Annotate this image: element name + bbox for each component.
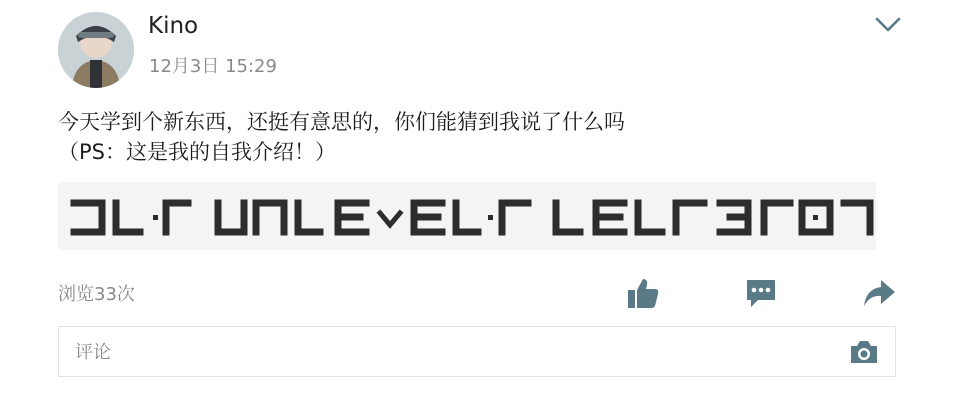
cipher-image: [58, 182, 876, 250]
view-count: 浏览33次: [58, 284, 135, 305]
thumbs-up-icon[interactable]: [626, 276, 660, 310]
post-timestamp: 12月3日 15:29: [149, 56, 277, 77]
post-content: [58, 107, 625, 167]
post-line: 今天学到个新东西，还挺有意思的，你们能猜到我说了什么吗: [58, 110, 625, 134]
chevron-down-icon[interactable]: [874, 12, 902, 38]
share-icon[interactable]: [862, 276, 896, 310]
comment-icon[interactable]: [744, 276, 778, 310]
comment-box[interactable]: [58, 326, 896, 377]
avatar-image: [58, 12, 134, 88]
avatar[interactable]: [58, 12, 134, 88]
cipher-glyphs: [58, 182, 876, 250]
post-line: （PS：这是我的自我介绍！）: [58, 140, 336, 164]
comment-input[interactable]: [73, 327, 837, 378]
camera-icon[interactable]: [849, 339, 879, 365]
author-name[interactable]: Kino: [148, 13, 199, 39]
